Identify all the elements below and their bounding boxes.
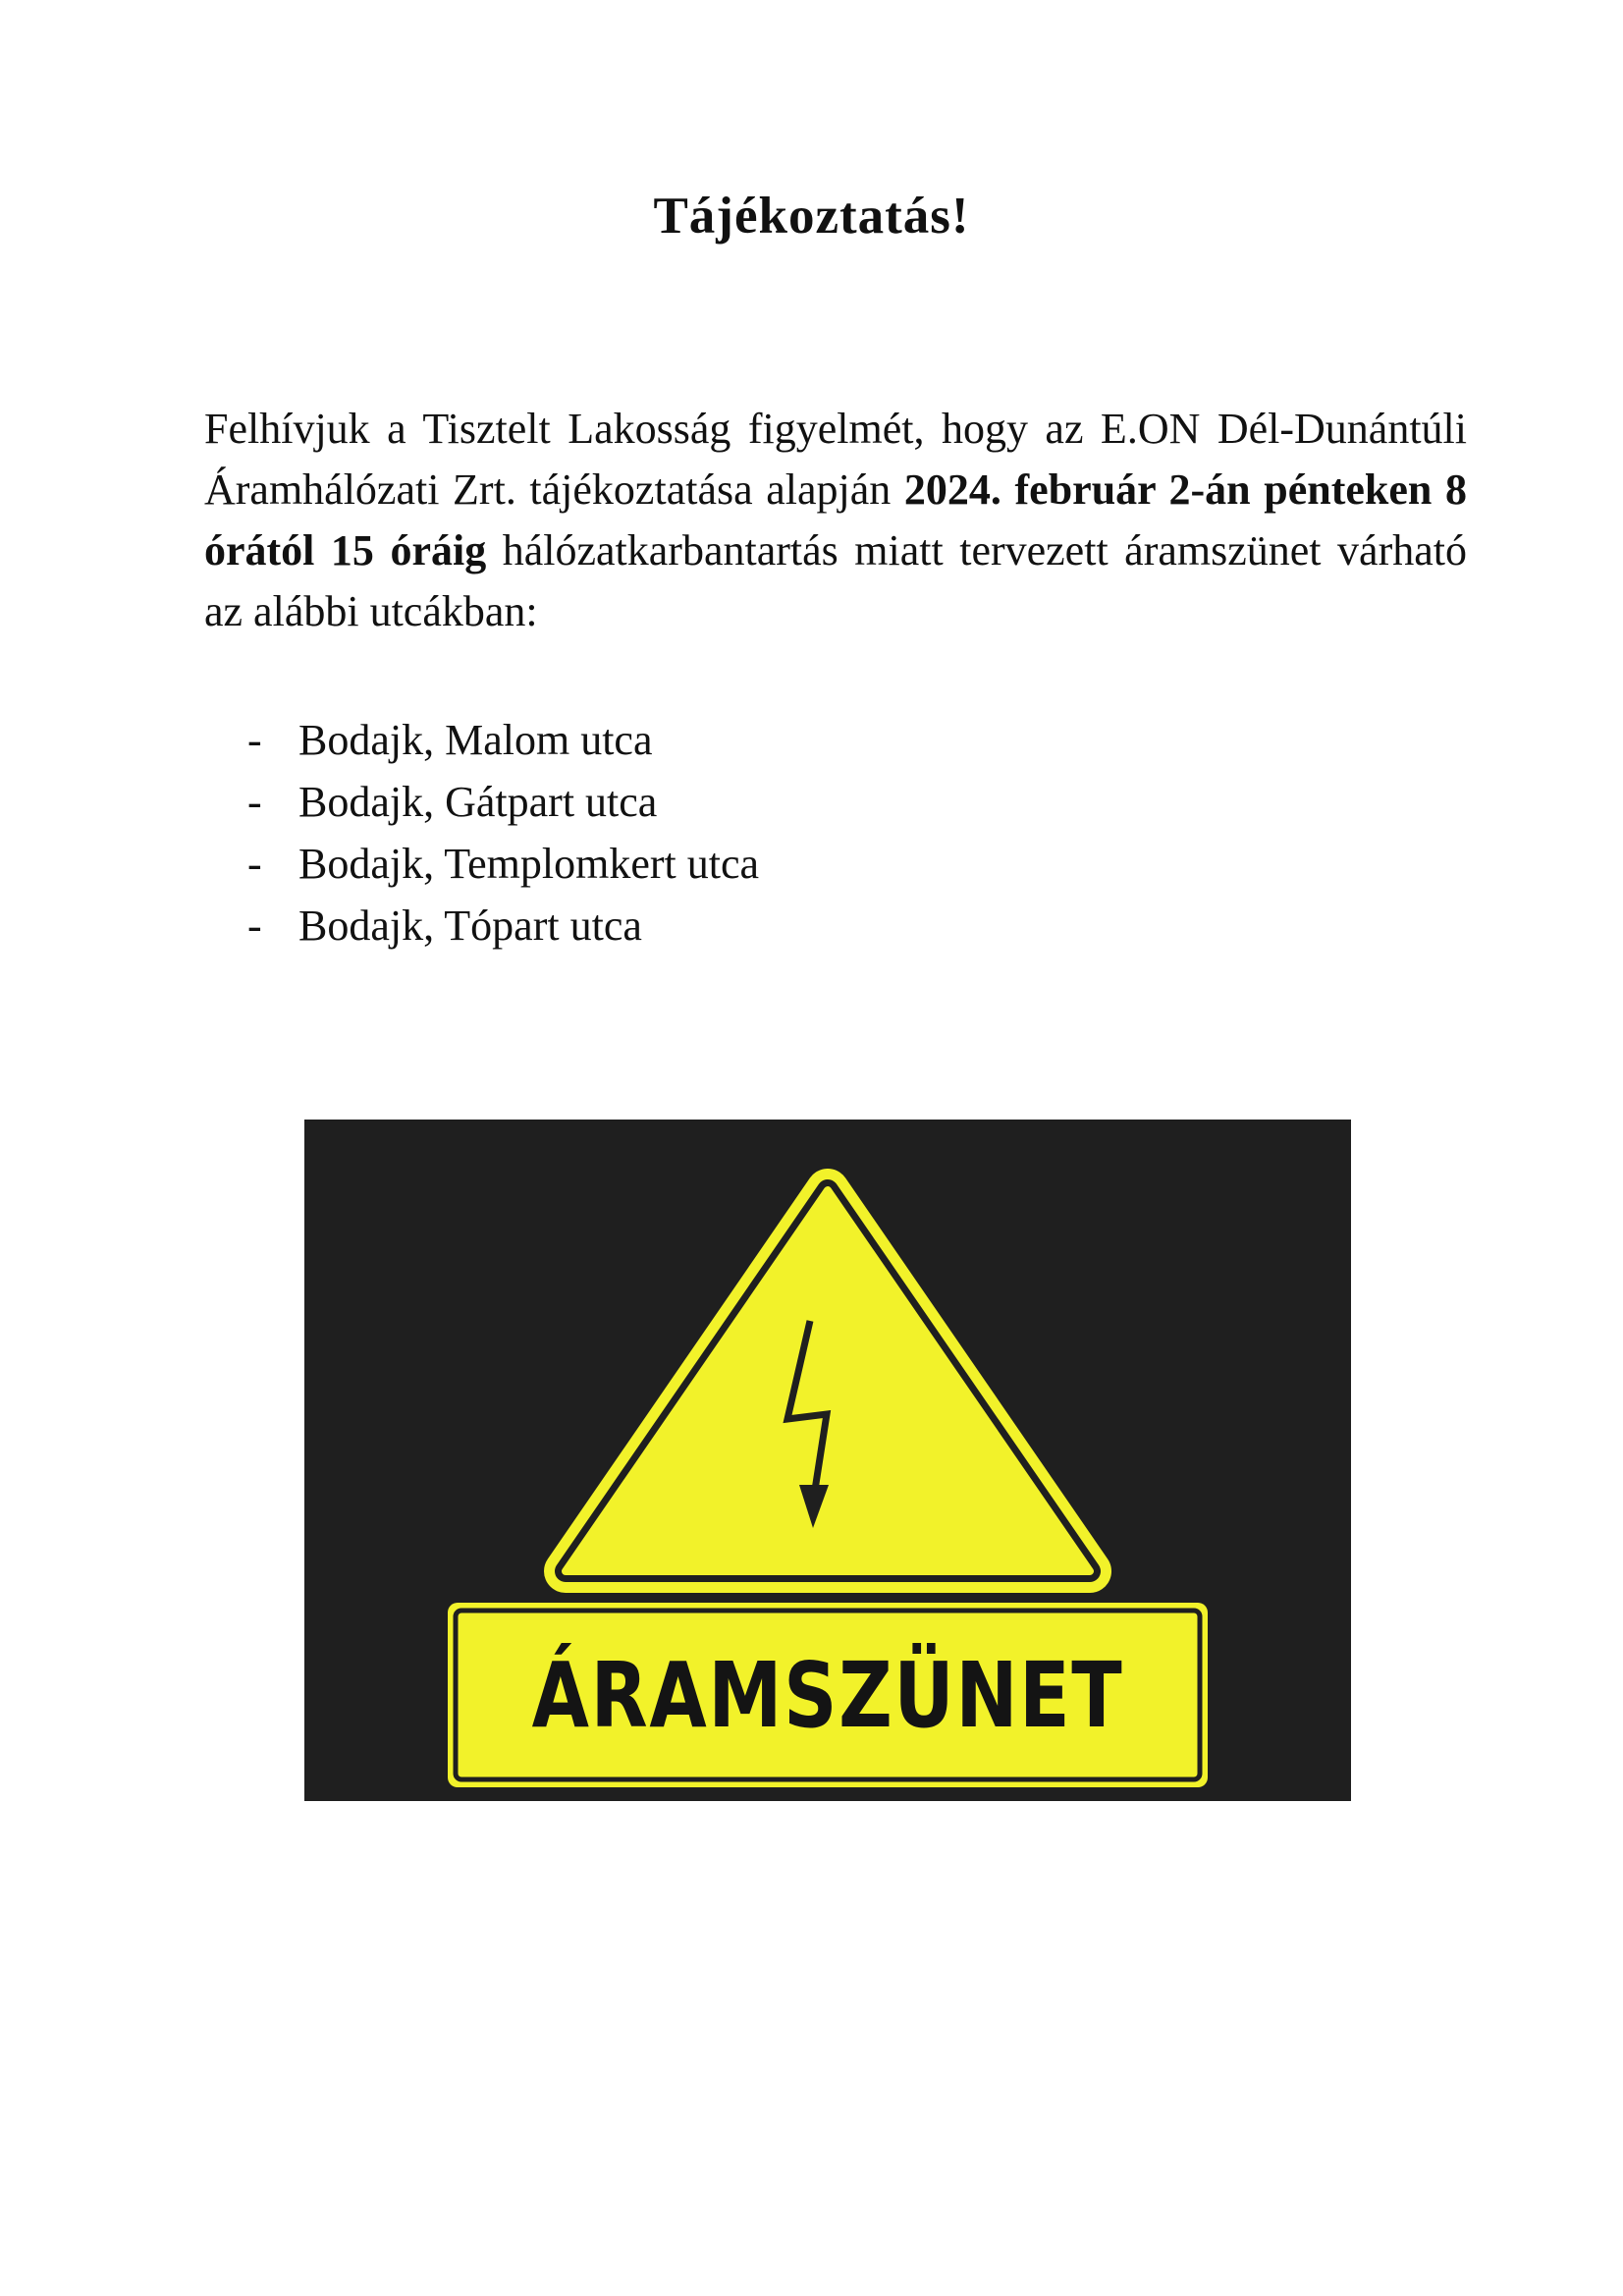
- list-bullet: -: [247, 778, 262, 826]
- list-item: [247, 771, 759, 833]
- intro-text-start: Felhívjuk a Tisztelt Lakosság figyelmét, hogy az E.ON Dél-Dunántúli Áramhálózati Zrt. tájékoztatása alapján: [204, 405, 1467, 514]
- intro-text-end: hálózatkarbantartás miatt tervezett áramszünet várható az alábbi utcákban:: [204, 526, 1467, 635]
- street-name: Bodajk, Malom utca: [298, 716, 653, 764]
- page-title: Tájékoztatás!: [653, 188, 970, 245]
- list-item: [247, 833, 759, 895]
- list-item: [247, 709, 759, 771]
- street-name: Bodajk, Templomkert utca: [298, 840, 760, 888]
- street-name: Bodajk, Gátpart utca: [298, 778, 658, 826]
- list-item: [247, 895, 759, 957]
- intro-date-time: 2024. február 2-án pénteken 8 órától 15 óráig: [204, 465, 1467, 574]
- street-name: Bodajk, Tópart utca: [298, 902, 642, 950]
- intro-paragraph: [204, 399, 1467, 642]
- list-bullet: -: [247, 716, 262, 764]
- list-bullet: -: [247, 902, 262, 950]
- power-outage-sign: [304, 1120, 1351, 1801]
- list-bullet: -: [247, 840, 262, 888]
- street-list: [247, 709, 759, 957]
- sign-label: ÁRAMSZÜNET: [531, 1642, 1124, 1748]
